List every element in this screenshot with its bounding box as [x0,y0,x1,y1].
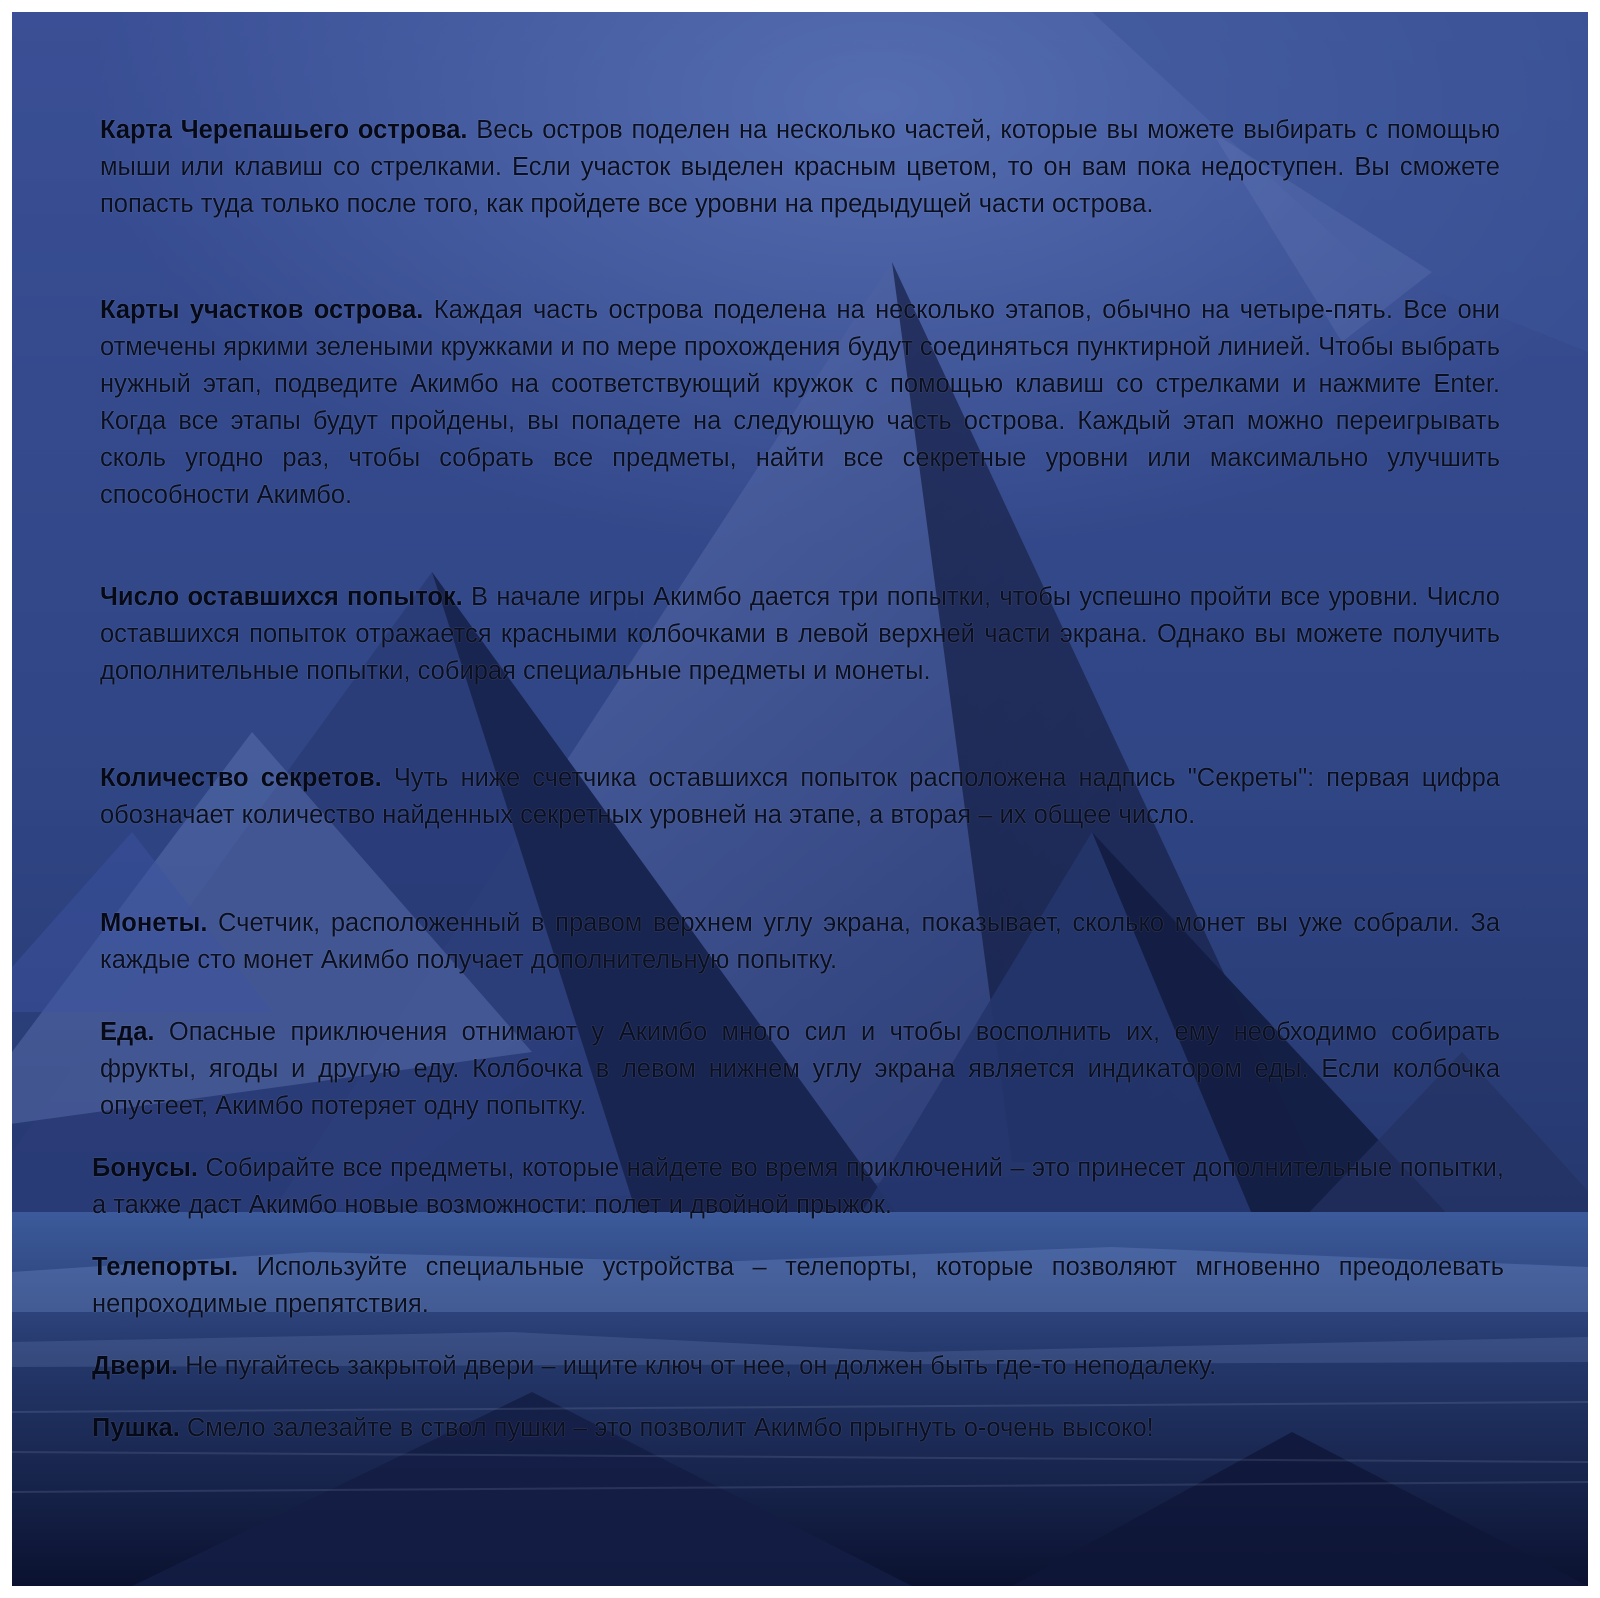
section-island-area-maps [100,292,1500,514]
section-secrets-count [100,760,1500,834]
heading-island-area-maps: Карты участков острова. [100,296,424,324]
section-doors [92,1348,1504,1385]
heading-bonuses: Бонусы. [92,1154,198,1182]
heading-food: Еда. [100,1018,155,1046]
heading-cannon: Пушка. [92,1414,180,1442]
section-teleports [92,1249,1504,1323]
body-turtle-island-map: Весь остров поделен на несколько частей, которые вы можете выбирать с помощью мыши или клавиш со стрелками. Если участок выделен красным цветом, то он вам пока недоступен. Вы сможете попасть туда только после того, как пройдете все уровни на предыдущей части острова. [100,116,1500,218]
body-bonuses: Собирайте все предметы, которые найдете во время приключений – это принесет дополнительные попытки, а также даст Акимбо новые возможности: полет и двойной прыжок. [92,1154,1504,1219]
heading-coins: Монеты. [100,909,208,937]
body-food: Опасные приключения отнимают у Акимбо много сил и чтобы восполнить их, ему необходимо собирать фрукты, ягоды и другую еду. Колбочка в левом нижнем углу экрана является индикатором еды. Если колбочка опустеет, Акимбо потеряет одну попытку. [100,1018,1500,1120]
body-secrets-count: Чуть ниже счетчика оставшихся попыток расположена надпись "Секреты": первая цифра обозначает количество найденных секретных уровней на этапе, а вторая – их общее число. [100,764,1500,829]
body-island-area-maps: Каждая часть острова поделена на несколько этапов, обычно на четыре-пять. Все они отмечены яркими зелеными кружками и по мере прохождения будут соединяться пунктирной линией. Чтобы выбрать нужный этап, подведите Акимбо на соответствующий кружок с помощью клавиш со стрелками и нажмите Enter. Когда все этапы будут пройдены, вы попадете на следующую часть острова. Каждый этап можно переигрывать сколь угодно раз, чтобы собрать все предметы, найти все секретные уровни или максимально улучшить способности Акимбо. [100,296,1501,509]
heading-teleports: Телепорты. [92,1253,239,1281]
body-cannon: Смело залезайте в ствол пушки – это позволит Акимбо прыгнуть о-очень высоко! [186,1414,1154,1442]
body-coins: Счетчик, расположенный в правом верхнем углу экрана, показывает, сколько монет вы уже собрали. За каждые сто монет Акимбо получает дополнительную попытку. [100,909,1501,974]
heading-turtle-island-map: Карта Черепашьего острова. [100,116,468,144]
section-coins [100,905,1500,979]
body-remaining-attempts: В начале игры Акимбо дается три попытки, чтобы успешно пройти все уровни. Число оставшихся попыток отражается красными колбочками в левой верхней части экрана. Однако вы можете получить дополнительные попытки, собирая специальные предметы и монеты. [100,583,1500,685]
section-bonuses [92,1150,1504,1224]
section-remaining-attempts [100,579,1500,690]
section-turtle-island-map [100,112,1500,223]
body-teleports: Используйте специальные устройства – телепорты, которые позволяют мгновенно преодолевать непроходимые препятствия. [92,1253,1504,1318]
heading-remaining-attempts: Число оставшихся попыток. [100,583,463,611]
heading-secrets-count: Количество секретов. [100,764,382,792]
booklet-page [12,12,1588,1586]
section-food [100,1014,1500,1125]
section-cannon [92,1410,1504,1447]
body-doors: Не пугайтесь закрытой двери – ищите ключ от нее, он должен быть где-то неподалеку. [185,1352,1217,1380]
heading-doors: Двери. [92,1352,179,1380]
